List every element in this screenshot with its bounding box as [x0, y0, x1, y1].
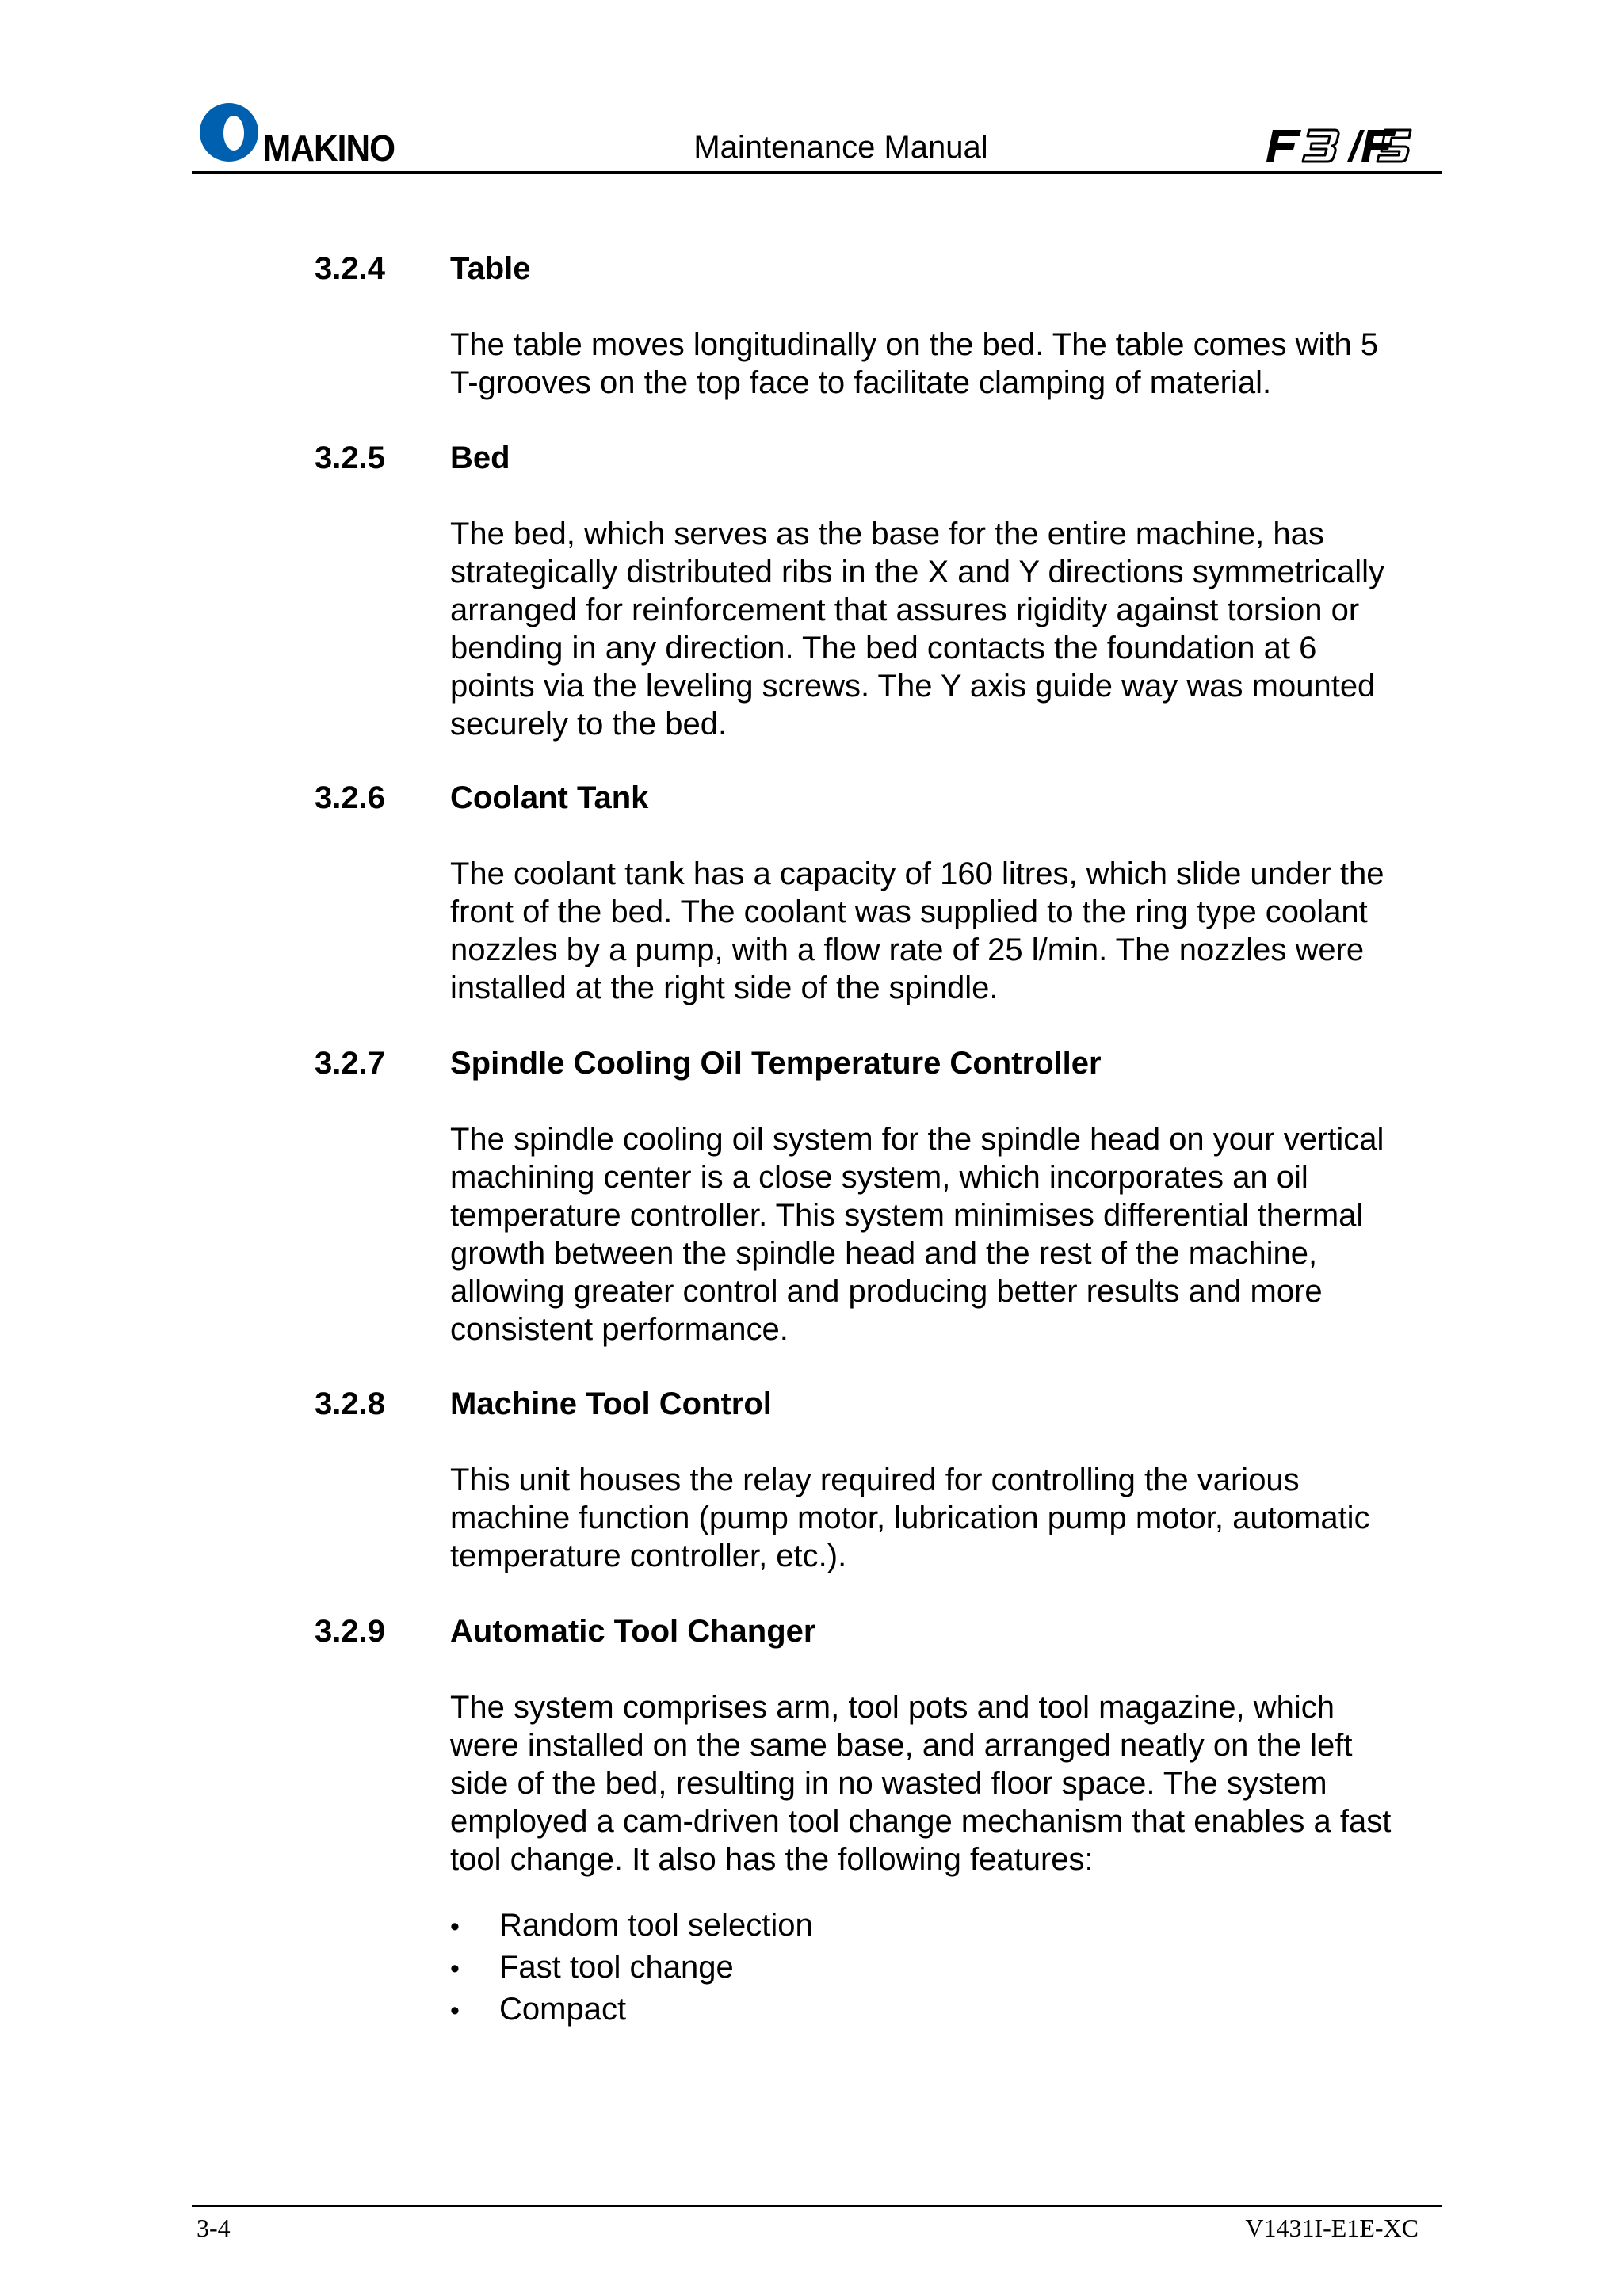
body-line: The coolant tank has a capacity of 160 litres, which slide under the [450, 856, 1384, 891]
section-body [450, 515, 1441, 743]
bullet-icon: • [450, 1996, 460, 2026]
body-line: front of the bed. The coolant was supplied to the ring type coolant [450, 894, 1368, 929]
body-line: employed a cam-driven tool change mechanism that enables a fast [450, 1804, 1392, 1839]
section-title: Machine Tool Control [450, 1386, 772, 1421]
page-number: 3-4 [197, 2214, 231, 2242]
section-number: 3.2.9 [315, 1614, 385, 1649]
body-line: machine function (pump motor, lubrication pump motor, automatic [450, 1501, 1370, 1535]
page-header [192, 93, 1442, 174]
section-body [450, 1120, 1441, 1348]
body-line: temperature controller, etc.). [450, 1539, 847, 1573]
section-number: 3.2.5 [315, 441, 385, 475]
section-title: Automatic Tool Changer [450, 1614, 816, 1649]
body-line: securely to the bed. [450, 707, 727, 742]
brand-name: MAKINO [263, 128, 395, 169]
section-number: 3.2.6 [315, 780, 385, 815]
body-line: allowing greater control and producing better results and more [450, 1274, 1323, 1309]
feature-list [450, 1905, 813, 2031]
body-line: T-grooves on the top face to facilitate clamping of material. [450, 365, 1272, 400]
body-line: arranged for reinforcement that assures rigidity against torsion or [450, 593, 1360, 627]
list-item [450, 1947, 813, 1989]
list-item [450, 1989, 813, 2031]
model-logo [1262, 125, 1412, 165]
section-number: 3.2.4 [315, 251, 385, 286]
section-body [450, 855, 1441, 1007]
body-line: temperature controller. This system minimises differential thermal [450, 1198, 1364, 1233]
body-line: The system comprises arm, tool pots and tool magazine, which [450, 1690, 1335, 1725]
body-line: growth between the spindle head and the rest of the machine, [450, 1236, 1318, 1271]
list-item-text: Fast tool change [499, 1950, 734, 1985]
body-line: nozzles by a pump, with a flow rate of 25 l/min. The nozzles were [450, 933, 1365, 967]
section-title: Table [450, 251, 531, 286]
body-line: The table moves longitudinally on the bed. The table comes with 5 [450, 327, 1379, 362]
body-line: bending in any direction. The bed contacts the foundation at 6 [450, 631, 1317, 666]
bullet-icon: • [450, 1954, 460, 1984]
list-item-text: Random tool selection [499, 1908, 813, 1943]
section-number: 3.2.8 [315, 1386, 385, 1421]
body-line: consistent performance. [450, 1312, 789, 1347]
body-line: were installed on the same base, and arranged neatly on the left [450, 1728, 1353, 1763]
body-line: installed at the right side of the spindle. [450, 971, 999, 1005]
body-line: tool change. It also has the following features: [450, 1842, 1094, 1877]
document-code: V1431I-E1E-XC [1245, 2214, 1419, 2242]
section-body [450, 326, 1441, 402]
page-footer [192, 2205, 1442, 2242]
body-line: This unit houses the relay required for controlling the various [450, 1463, 1300, 1497]
bullet-icon: • [450, 1912, 460, 1942]
section-number: 3.2.7 [315, 1046, 385, 1081]
body-line: machining center is a close system, which incorporates an oil [450, 1160, 1308, 1195]
body-line: The bed, which serves as the base for the entire machine, has [450, 517, 1324, 551]
body-line: strategically distributed ribs in the X and Y directions symmetrically [450, 555, 1385, 589]
list-item [450, 1905, 813, 1947]
section-body [450, 1461, 1441, 1575]
section-title: Spindle Cooling Oil Temperature Controller [450, 1046, 1102, 1081]
body-line: The spindle cooling oil system for the spindle head on your vertical [450, 1122, 1384, 1157]
section-body [450, 1688, 1441, 1878]
body-line: points via the leveling screws. The Y axis guide way was mounted [450, 669, 1376, 704]
section-title: Bed [450, 441, 510, 475]
section-title: Coolant Tank [450, 780, 649, 815]
list-item-text: Compact [499, 1992, 627, 2027]
manual-title: Maintenance Manual [693, 130, 988, 165]
body-line: side of the bed, resulting in no wasted floor space. The system [450, 1766, 1327, 1801]
